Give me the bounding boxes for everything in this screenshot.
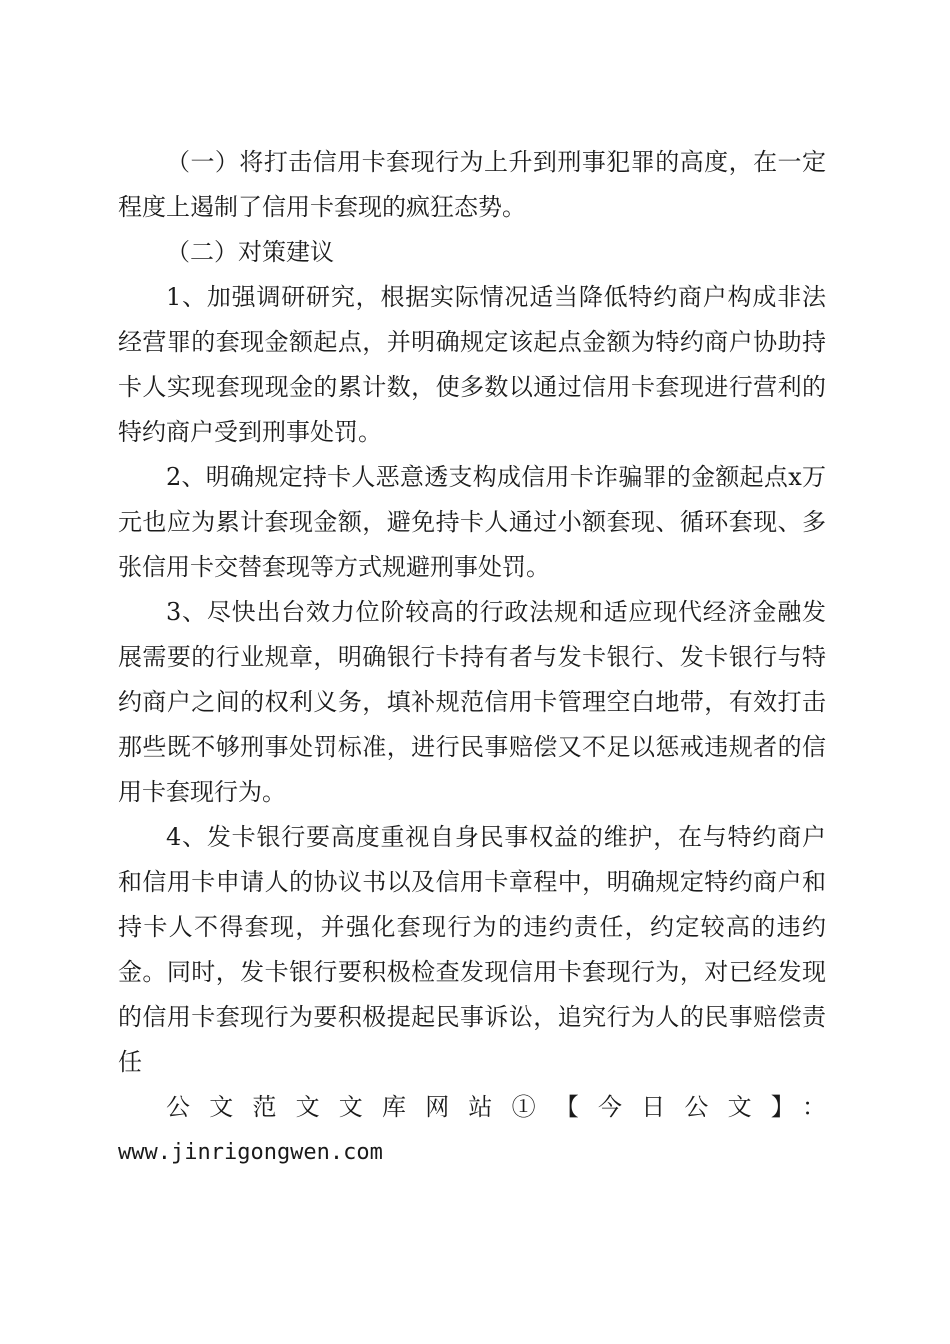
document-page [118,140,826,1175]
paragraph-suggestion-4: 4、发卡银行要高度重视自身民事权益的维护，在与特约商户和信用卡申请人的协议书以及信用卡章程中，明确规定特约商户和持卡人不得套现，并强化套现行为的违约责任，约定较高的违约金。同时，发卡银行要积极检查发现信用卡套现行为，对已经发现的信用卡套现行为要积极提起民事诉讼，追究行为人的民事赔偿责任 [118,823,826,1076]
paragraph-suggestion-3: 3、尽快出台效力位阶较高的行政法规和适应现代经济金融发展需要的行业规章，明确银行卡持有者与发卡银行、发卡银行与特约商户之间的权利义务，填补规范信用卡管理空白地带，有效打击那些既不够刑事处罚标准，进行民事赔偿又不足以惩戒违规者的信用卡套现行为。 [118,598,826,806]
paragraph-intro: （一）将打击信用卡套现行为上升到刑事犯罪的高度，在一定程度上遏制了信用卡套现的疯狂态势。 [118,148,826,221]
footer-site-label: 公文范文文库网站①【今日公文】： [166,1093,826,1121]
section-heading-countermeasures: （二）对策建议 [166,238,334,266]
footer-url-link[interactable]: www.jinrigongwen.com [118,1140,383,1165]
paragraph-suggestion-2: 2、明确规定持卡人恶意透支构成信用卡诈骗罪的金额起点x万元也应为累计套现金额，避免持卡人通过小额套现、循环套现、多张信用卡交替套现等方式规避刑事处罚。 [118,463,826,581]
paragraph-suggestion-1: 1、加强调研研究，根据实际情况适当降低特约商户构成非法经营罪的套现金额起点，并明确规定该起点金额为特约商户协助持卡人实现套现现金的累计数，使多数以通过信用卡套现进行营利的特约商户受到刑事处罚。 [118,283,826,446]
